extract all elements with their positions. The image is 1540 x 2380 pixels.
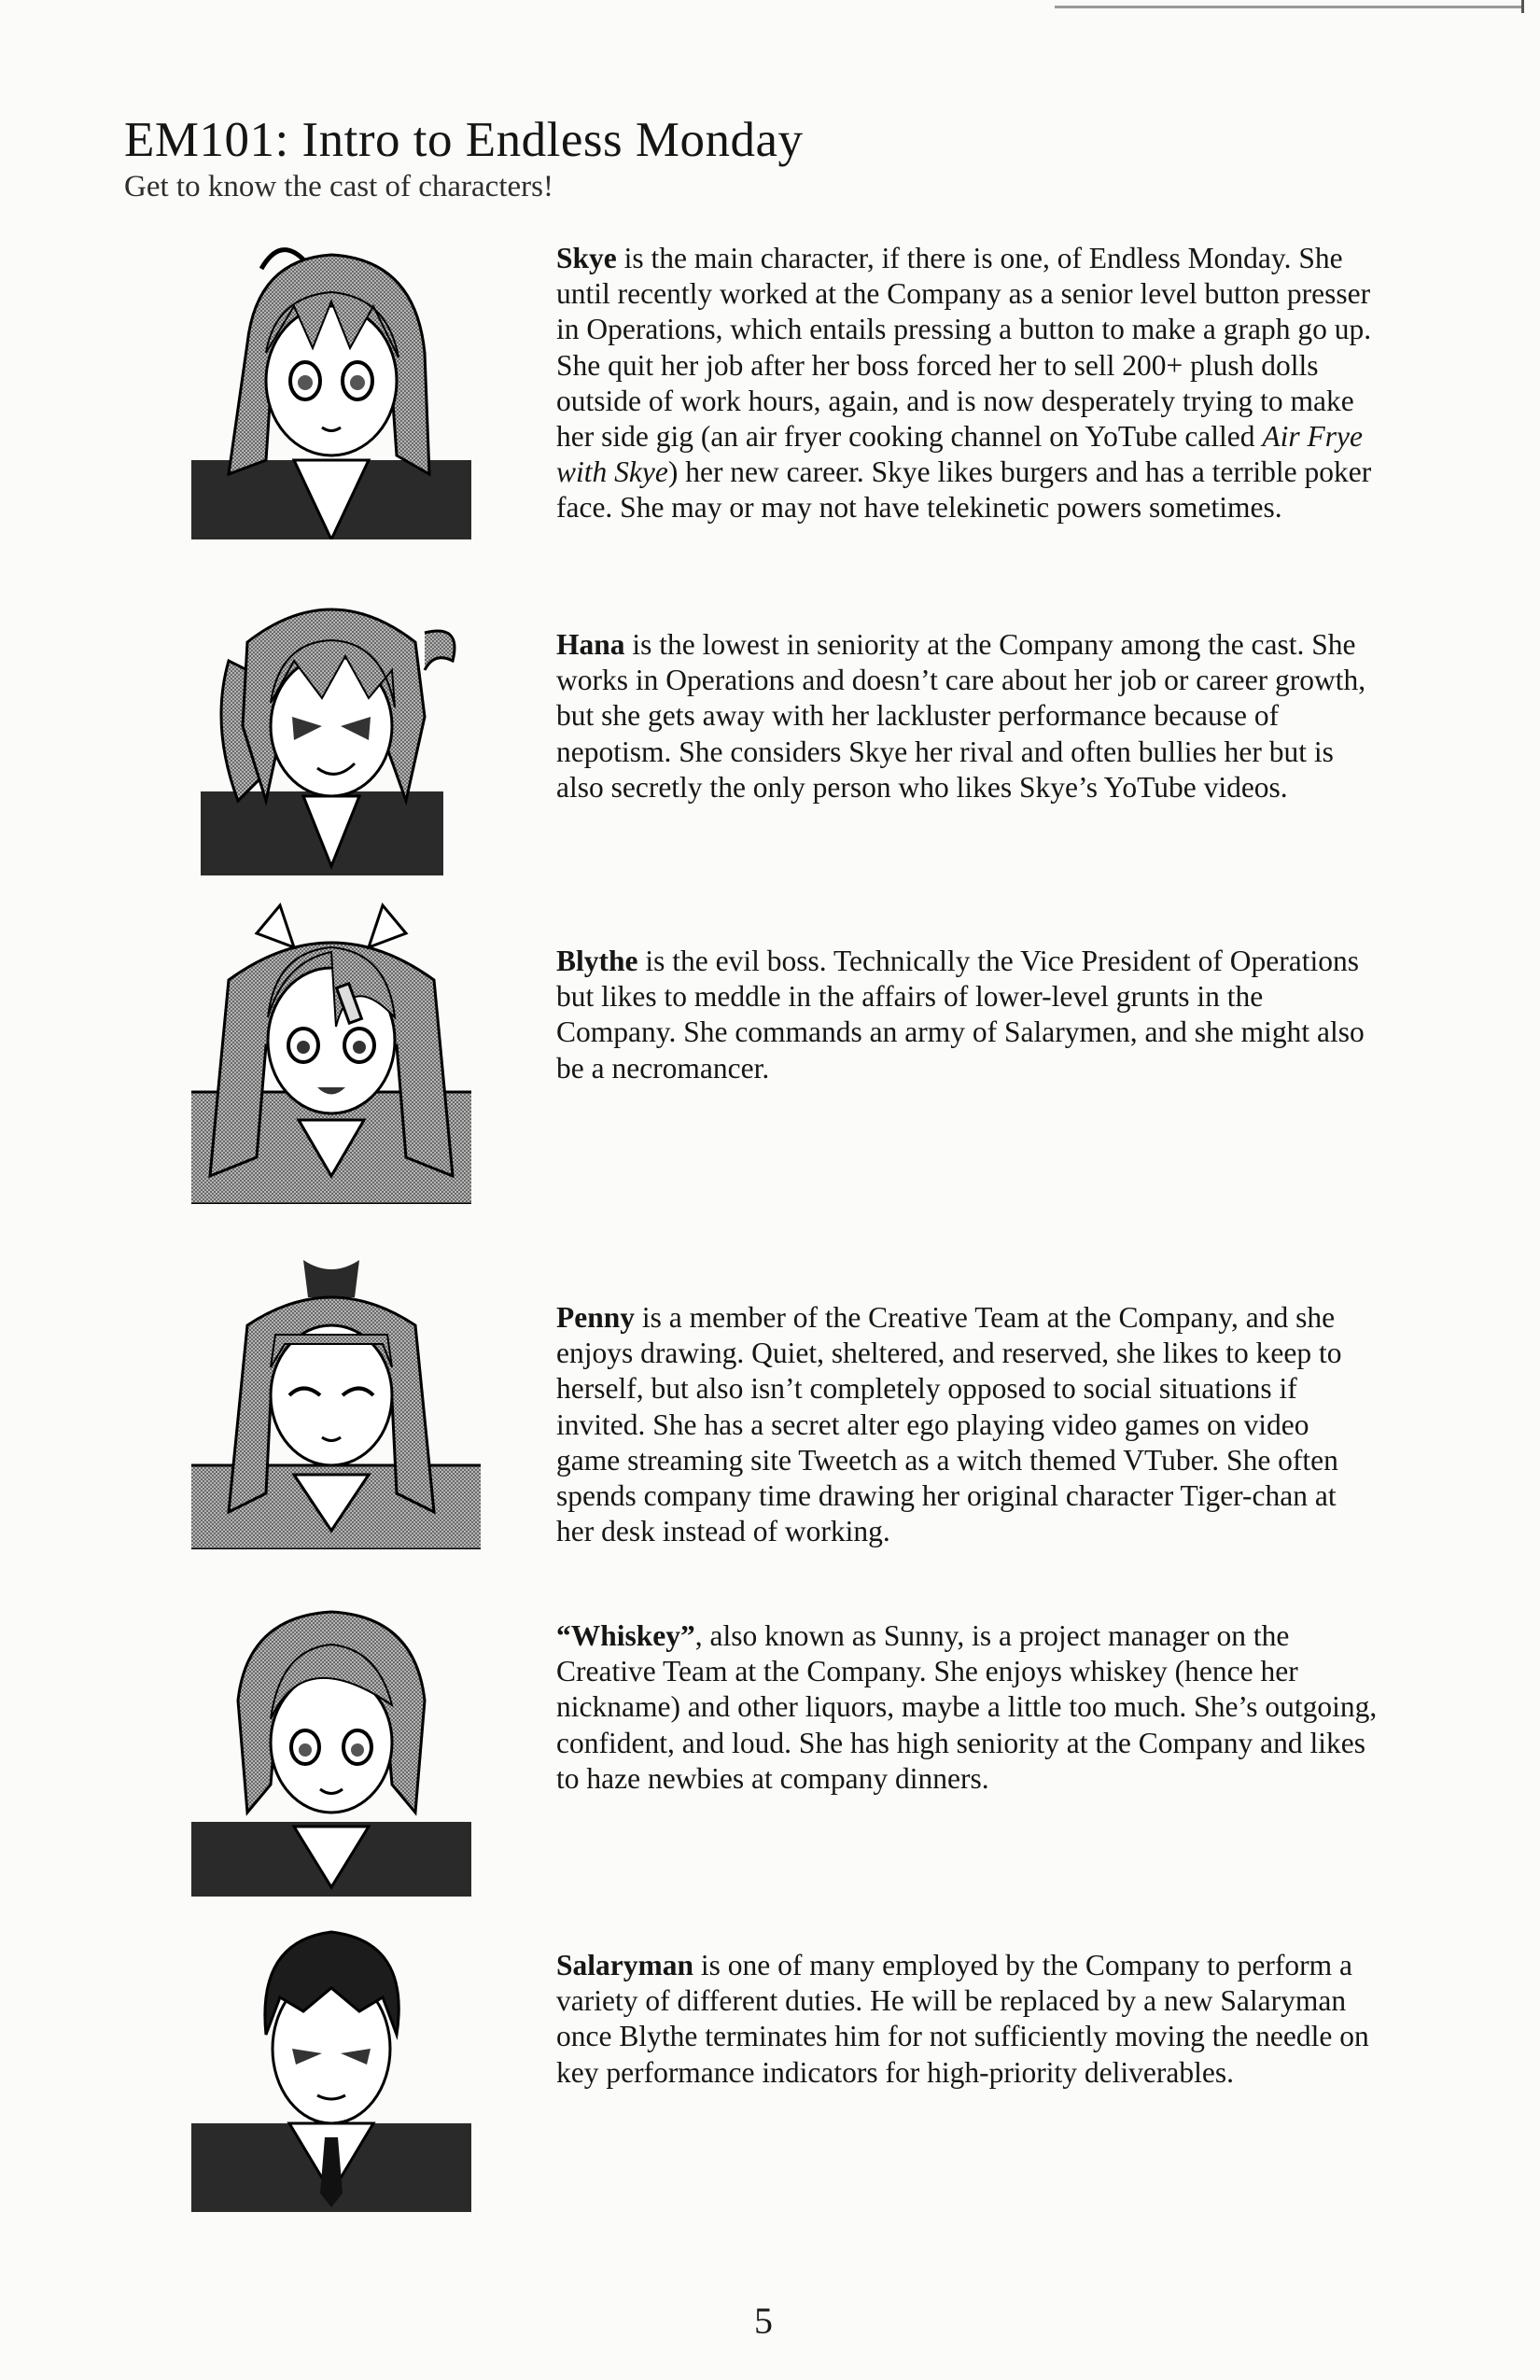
page-subtitle: Get to know the cast of characters! bbox=[124, 170, 553, 203]
character-text-after: ) her new career. Skye likes burgers and has a terrible poker face. She may or may not have telekinetic powers sometimes. bbox=[556, 455, 1372, 525]
character-text: is one of many employed by the Company to perform a variety of different duties. He will be replaced by a new Salaryman once Blythe terminates him for not sufficiently moving the needle on key performance indicators for high-priority deliverables. bbox=[556, 1949, 1369, 2089]
scan-edge-mark bbox=[1521, 0, 1524, 13]
character-name: Skye bbox=[556, 242, 617, 274]
whiskey-description bbox=[556, 1618, 1378, 1797]
character-name: Blythe bbox=[556, 945, 638, 977]
hana-description bbox=[556, 627, 1378, 805]
penny-description bbox=[556, 1300, 1378, 1549]
character-name: Penny bbox=[556, 1301, 636, 1334]
page-title: EM101: Intro to Endless Monday bbox=[124, 113, 804, 167]
page-header bbox=[124, 112, 804, 205]
salaryman-portrait bbox=[191, 1913, 471, 2212]
character-name: Hana bbox=[556, 628, 625, 661]
blythe-portrait bbox=[191, 896, 471, 1204]
character-text: is the main character, if there is one, of Endless Monday. She until recently worked at the Company as a senior level button presser in Operations, which entails pressing a button to make a graph go up. She quit her job after her boss forced her to sell 200+ plush dolls outside of work hours, again, and is now desperately trying to make her side gig (an air fryer cooking channel on YoTube called bbox=[556, 242, 1372, 454]
hana-portrait bbox=[191, 586, 471, 875]
character-text: is the evil boss. Technically the Vice President of Operations but likes to meddle in the affairs of lower-level grunts in the Company. She commands an army of Salarymen, and she might also be a necromancer. bbox=[556, 945, 1365, 1085]
page-number: 5 bbox=[754, 2300, 773, 2342]
character-name: Salaryman bbox=[556, 1949, 694, 1981]
skye-portrait bbox=[191, 241, 471, 539]
skye-description bbox=[556, 241, 1378, 526]
blythe-description bbox=[556, 944, 1378, 1086]
salaryman-description bbox=[556, 1948, 1378, 2091]
character-name-quote-close: ” bbox=[680, 1619, 695, 1652]
character-text: is a member of the Creative Team at the Company, and she enjoys drawing. Quiet, sheltered, and reserved, she likes to keep to herself, but also isn’t completely opposed to social situations if invited. She has a secret alter ego playing video games on video game streaming site Tweetch as a witch themed VTuber. She often spends company time drawing her original character Tiger-chan at her desk instead of working. bbox=[556, 1301, 1342, 1548]
character-text: is the lowest in seniority at the Company among the cast. She works in Operations and doesn’t care about her job or career growth, but she gets away with her lackluster performance because of nepotism. She considers Skye her rival and often bullies her but is also secretly the only person who likes Skye’s YoTube videos. bbox=[556, 628, 1366, 804]
character-name: Whiskey bbox=[570, 1619, 681, 1652]
penny-portrait bbox=[191, 1241, 471, 1549]
character-italic-title: Air Frye with Skye bbox=[556, 420, 1363, 489]
character-text: , also known as Sunny, is a project manager on the Creative Team at the Company. She enjoys whiskey (hence her nickname) and other liquors, maybe a little too much. She’s outgoing, confident, and loud. She has high seniority at the Company and likes to haze newbies at company dinners. bbox=[556, 1619, 1378, 1795]
whiskey-portrait bbox=[191, 1598, 471, 1897]
scan-top-rule bbox=[1055, 6, 1521, 8]
character-name-quote-open: “ bbox=[556, 1619, 571, 1652]
